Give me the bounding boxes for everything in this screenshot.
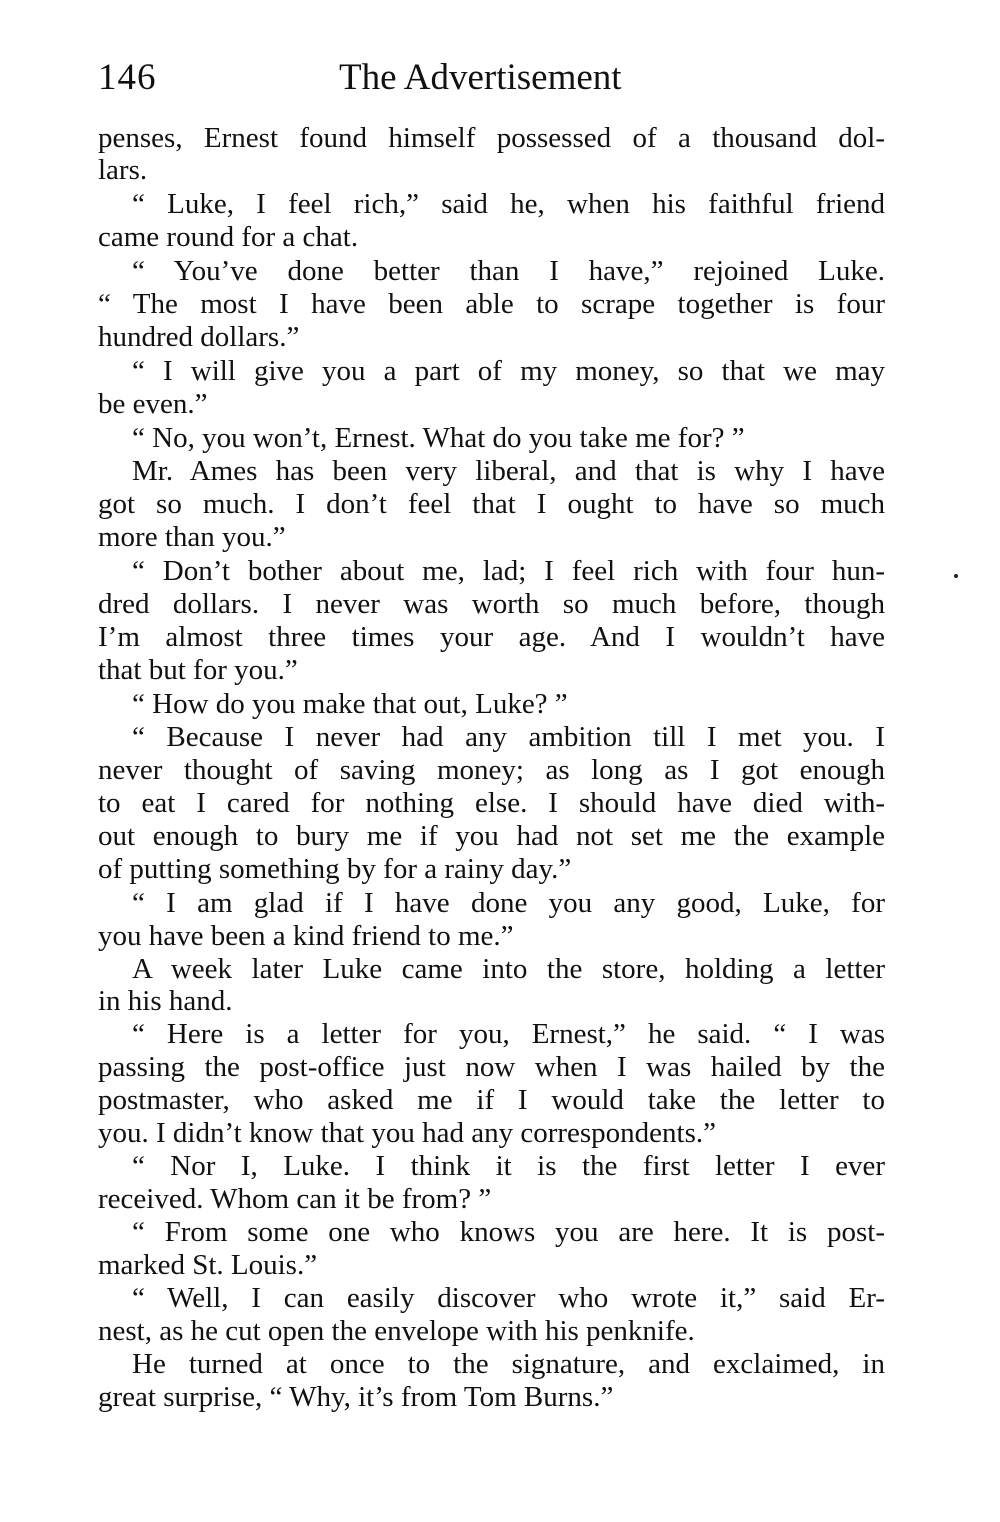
text-line: hundred dollars.”: [98, 321, 300, 353]
text-line: “ Because I never had any ambition till I met you. I: [132, 721, 885, 753]
text-line: “ The most I have been able to scrape together is four: [98, 288, 885, 320]
text-line: A week later Luke came into the store, holding a letter: [132, 953, 885, 985]
text-line: “ Don’t bother about me, lad; I feel rich with four hun-: [132, 555, 885, 587]
text-line: “ Here is a letter for you, Ernest,” he said. “ I was: [132, 1018, 885, 1050]
text-line: postmaster, who asked me if I would take the letter to: [98, 1084, 885, 1116]
text-line: “ You’ve done better than I have,” rejoined Luke.: [132, 255, 885, 287]
text-line: to eat I cared for nothing else. I should have died with-: [98, 787, 885, 819]
text-line: “ I am glad if I have done you any good, Luke, for: [132, 887, 885, 919]
text-line: marked St. Louis.”: [98, 1249, 318, 1281]
text-line: great surprise, “ Why, it’s from Tom Burns.”: [98, 1381, 614, 1413]
text-line: of putting something by for a rainy day.”: [98, 853, 572, 885]
text-line: “ Luke, I feel rich,” said he, when his faithful friend: [132, 188, 885, 220]
text-line: got so much. I don’t feel that I ought to have so much: [98, 488, 885, 520]
text-line: you. I didn’t know that you had any correspondents.”: [98, 1117, 717, 1149]
text-line: “ I will give you a part of my money, so that we may: [132, 355, 885, 387]
text-line: more than you.”: [98, 521, 286, 553]
text-line: in his hand.: [98, 985, 233, 1017]
text-line: out enough to bury me if you had not set me the example: [98, 820, 885, 852]
print-speck: [954, 574, 958, 578]
text-line: passing the post-office just now when I was hailed by the: [98, 1051, 885, 1083]
page-number: 146: [98, 57, 157, 98]
running-head: The Advertisement: [339, 57, 622, 98]
text-line: came round for a chat.: [98, 221, 359, 253]
text-line: “ Well, I can easily discover who wrote it,” said Er-: [132, 1282, 885, 1314]
text-line: “ No, you won’t, Ernest. What do you take me for? ”: [132, 422, 745, 454]
text-line: penses, Ernest found himself possessed of a thousand dol-: [98, 122, 885, 154]
text-line: you have been a kind friend to me.”: [98, 920, 514, 952]
text-line: be even.”: [98, 388, 208, 420]
text-line: “ Nor I, Luke. I think it is the first letter I ever: [132, 1150, 885, 1182]
text-line: dred dollars. I never was worth so much before, though: [98, 588, 885, 620]
text-line: “ From some one who knows you are here. It is post-: [132, 1216, 885, 1248]
text-line: “ How do you make that out, Luke? ”: [132, 688, 568, 720]
text-line: lars.: [98, 154, 148, 186]
text-line: that but for you.”: [98, 654, 298, 686]
text-line: Mr. Ames has been very liberal, and that is why I have: [132, 455, 885, 487]
text-line: nest, as he cut open the envelope with his penknife.: [98, 1315, 695, 1347]
text-line: received. Whom can it be from? ”: [98, 1183, 492, 1215]
text-line: never thought of saving money; as long as I got enough: [98, 754, 885, 786]
text-line: I’m almost three times your age. And I wouldn’t have: [98, 621, 885, 653]
text-line: He turned at once to the signature, and exclaimed, in: [132, 1348, 885, 1380]
